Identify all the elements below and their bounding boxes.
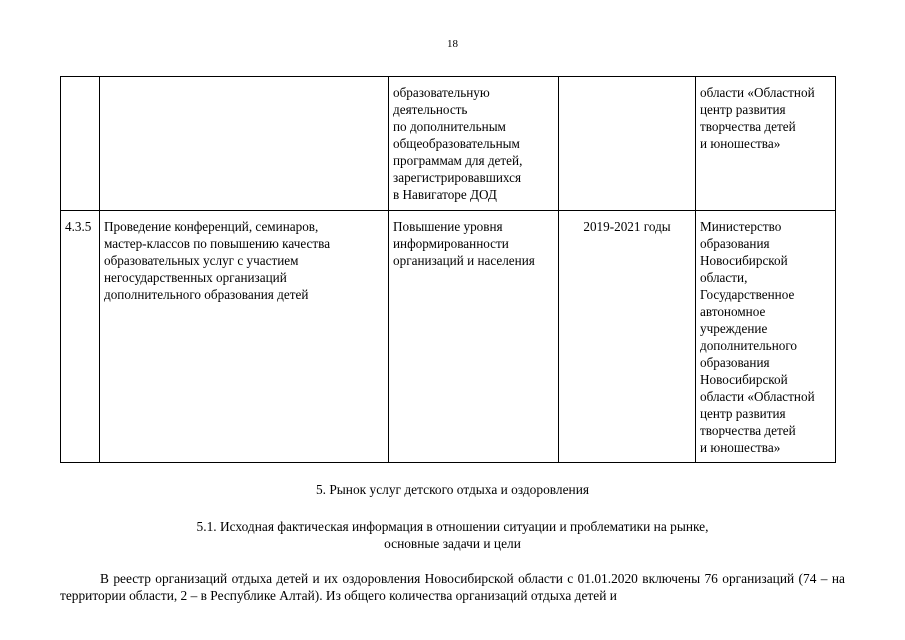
executor-cell: Министерство образования Новосибирской области, Государственное автономное учреждение дополнительного образования Новосибирской области «Областной центр развития творчества детей и юношества»	[696, 211, 836, 463]
term-cell	[559, 77, 696, 211]
action-cell: Проведение конференций, семинаров, мастер-классов по повышению качества образовательных услуг с участием негосударственных организаций дополнительного образования детей	[100, 211, 389, 463]
action-plan-table	[60, 76, 836, 463]
result-cell: Повышение уровня информированности организаций и населения	[389, 211, 559, 463]
executor-cell: области «Областной центр развития творчества детей и юношества»	[696, 77, 836, 211]
row-number-cell: 4.3.5	[61, 211, 100, 463]
table-row	[61, 77, 836, 211]
result-cell: образовательную деятельность по дополнительным общеобразовательным программам для детей, зарегистрировавшихся в Навигаторе ДОД	[389, 77, 559, 211]
section-title: 5. Рынок услуг детского отдыха и оздоровления	[315, 482, 590, 497]
paragraph-text: В реестр организаций отдыха детей и их оздоровления Новосибирской области с 01.01.2020 включены 76 организаций (74 – на территории области, 2 – в Республике Алтай). Из общего количества организаций отдыха детей и	[60, 571, 845, 603]
body-paragraph	[60, 570, 845, 604]
action-cell	[100, 77, 389, 211]
subsection-title: 5.1. Исходная фактическая информация в отношении ситуации и проблематики на рынке, основные задачи и цели	[196, 519, 709, 551]
page-number: 18	[447, 38, 458, 50]
table-row	[61, 211, 836, 463]
term-cell: 2019-2021 годы	[559, 211, 696, 463]
row-number-cell	[61, 77, 100, 211]
